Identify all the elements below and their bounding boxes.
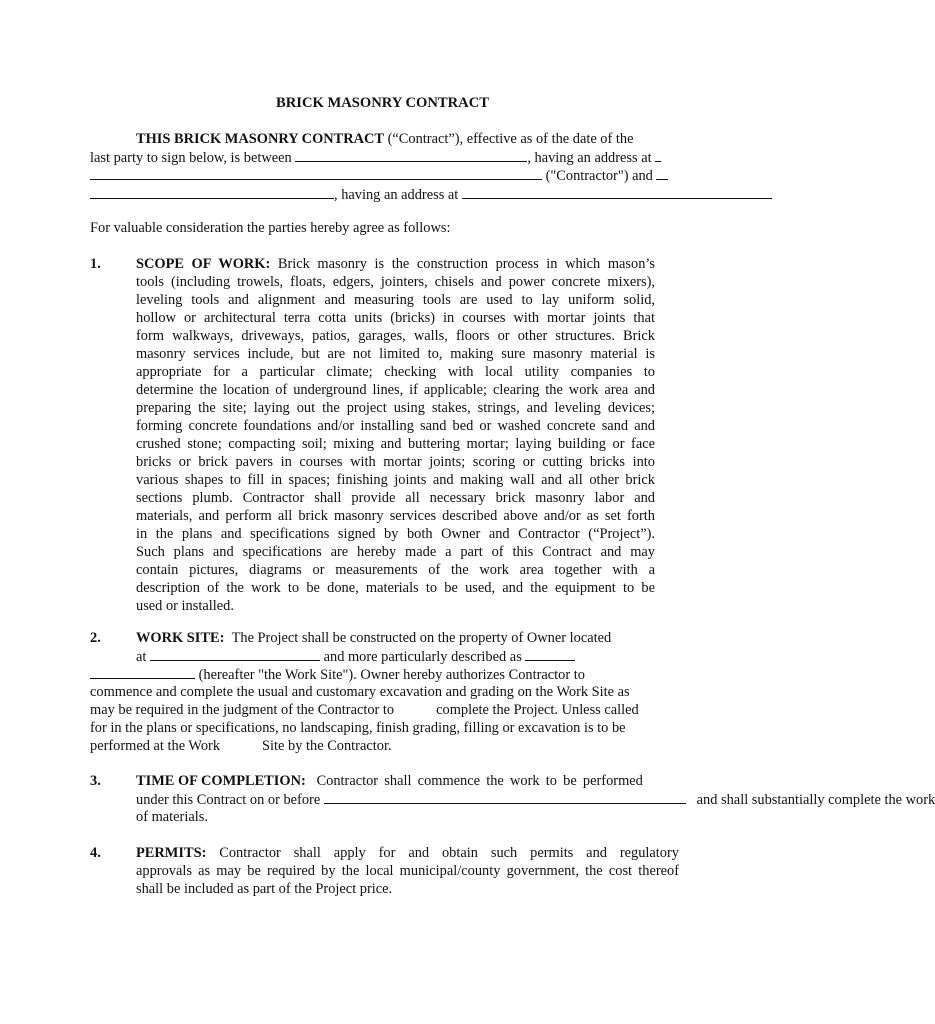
section-1-line: tools (including trowels, floats, edgers, jointers, chisels and power concrete mixers), xyxy=(136,274,655,290)
section-1-line: description of the work to be done, materials to be used, and the equipment to be xyxy=(136,580,655,596)
section-1-line: determine the location of underground lines, if applicable; clearing the work area and xyxy=(136,382,655,398)
section-1-line: bricks or brick pavers in courses with mortar joints; scoring or cutting bricks into xyxy=(136,454,655,470)
section-1-line: various shapes to fill in spaces; finishing joints and making wall and all other brick xyxy=(136,472,655,488)
section-3-line-3: of materials. xyxy=(136,809,208,825)
section-2-line-1-text: The Project shall be constructed on the property of Owner located xyxy=(231,630,612,646)
section-3-line-1-text: Contractor shall commence the work to be performed xyxy=(316,773,643,789)
section-2-line-5 xyxy=(90,701,639,719)
intro-contract-name: THIS BRICK MASONRY CONTRACT xyxy=(136,131,385,147)
section-3-line-1 xyxy=(136,772,643,790)
owner-address-field-start[interactable] xyxy=(655,148,661,162)
section-4-heading: PERMITS: xyxy=(136,845,207,861)
section-2-line-6: for in the plans or specifications, no landscaping, finish grading, filling or excavation is to be xyxy=(90,720,626,736)
section-1-number: 1. xyxy=(90,256,101,272)
section-1-line: forming concrete foundations and/or installing sand bed or washed concrete sand and xyxy=(136,418,655,434)
work-site-described-label: and more particularly described as xyxy=(323,649,522,665)
section-2-heading: WORK SITE: xyxy=(136,630,225,646)
section-1-line-text: Brick masonry is the construction process in which mason’s xyxy=(277,256,655,272)
section-1-line: hollow or architectural terra cotta units (bricks) in courses with mortar joints that xyxy=(136,310,655,326)
intro-line-1-text: (“Contract”), effective as of the date of the xyxy=(384,131,634,147)
work-site-at-label: at xyxy=(136,649,147,665)
section-4-line: approvals as may be required by the local municipal/county government, the cost thereof xyxy=(136,863,679,879)
document-title: BRICK MASONRY CONTRACT xyxy=(276,95,489,111)
section-2-line-3-text: (hereafter "the Work Site"). Owner hereby authorizes Contractor to xyxy=(198,667,585,683)
work-site-location-field[interactable] xyxy=(150,647,320,661)
section-1-line: form walkways, driveways, patios, garages, walls, floors or other structures. Brick xyxy=(136,328,655,344)
section-1-line: masonry services include, but are not limited to, making sure masonry material is xyxy=(136,346,655,362)
section-4-line-text: Contractor shall apply for and obtain such permits and regulatory xyxy=(219,845,679,861)
section-4-line xyxy=(136,844,679,862)
intro-line-4 xyxy=(90,185,772,203)
intro-contractor-label: ("Contractor") and xyxy=(545,168,653,184)
section-4-number: 4. xyxy=(90,845,101,861)
section-4-body xyxy=(136,844,679,898)
work-site-description-field-start[interactable] xyxy=(525,647,575,661)
contractor-name-field[interactable] xyxy=(90,185,334,199)
contractor-address-field[interactable] xyxy=(462,185,772,199)
intro-line-3 xyxy=(90,166,668,184)
owner-name-field[interactable] xyxy=(295,148,527,162)
section-2-line-4: commence and complete the usual and customary excavation and grading on the Work Site as xyxy=(90,684,630,700)
section-2-line-7-b: Site by the Contractor. xyxy=(262,738,392,754)
section-1-line: materials, and perform all brick masonry services described above and/or as set forth xyxy=(136,508,655,524)
section-1-line: sections plumb. Contractor shall provide all necessary brick masonry labor and xyxy=(136,490,655,506)
section-1-line xyxy=(136,255,655,273)
owner-address-field[interactable] xyxy=(90,166,542,180)
consideration-text: For valuable consideration the parties hereby agree as follows: xyxy=(90,220,451,236)
section-2-line-7 xyxy=(90,737,392,755)
section-2-line-1 xyxy=(136,629,611,647)
section-3-number: 3. xyxy=(90,773,101,789)
section-2-line-3 xyxy=(90,665,585,683)
intro-line-2 xyxy=(90,148,661,166)
section-4-line: shall be included as part of the Project price. xyxy=(136,881,393,897)
completion-date-field[interactable] xyxy=(324,790,686,804)
intro-between-label: last party to sign below, is between xyxy=(90,150,292,166)
contractor-name-field-start[interactable] xyxy=(656,166,668,180)
section-1-line: appropriate for a particular climate; checking with local utility companies to xyxy=(136,364,655,380)
section-1-line: Such plans and specifications are hereby made a part of this Contract and may xyxy=(136,544,655,560)
section-1-line: contain pictures, diagrams or measurements of the work area together with a xyxy=(136,562,655,578)
section-3-line-2 xyxy=(136,790,935,808)
section-1-line: leveling tools and alignment and measuring tools are used to lay uniform solid, xyxy=(136,292,655,308)
section-1-line: crushed stone; compacting soil; mixing and buttering mortar; laying building or face xyxy=(136,436,655,452)
section-1-line: preparing the site; laying out the project using stakes, strings, and leveling devices; xyxy=(136,400,655,416)
section-2-line-7-a: performed at the Work xyxy=(90,738,221,754)
completion-date-label: under this Contract on or before xyxy=(136,792,321,808)
section-1-line: in the plans and specifications signed by both Owner and Contractor (“Project”). xyxy=(136,526,655,542)
section-3-line-2-tail: and shall substantially complete the work xyxy=(696,792,935,808)
work-site-description-field[interactable] xyxy=(90,665,195,679)
section-1-body xyxy=(136,255,655,615)
intro-line-1 xyxy=(136,130,633,148)
section-3-heading: TIME OF COMPLETION: xyxy=(136,773,306,789)
section-2-number: 2. xyxy=(90,630,101,646)
section-2-line-5-b: complete the Project. Unless called xyxy=(436,702,639,718)
intro-address-label-2: , having an address at xyxy=(334,187,459,203)
section-1-heading: SCOPE OF WORK: xyxy=(136,256,271,272)
section-1-line: used or installed. xyxy=(136,598,234,614)
section-2-line-2 xyxy=(136,647,575,665)
intro-address-label: , having an address at xyxy=(527,150,652,166)
section-2-line-5-a: may be required in the judgment of the Contractor to xyxy=(90,702,395,718)
